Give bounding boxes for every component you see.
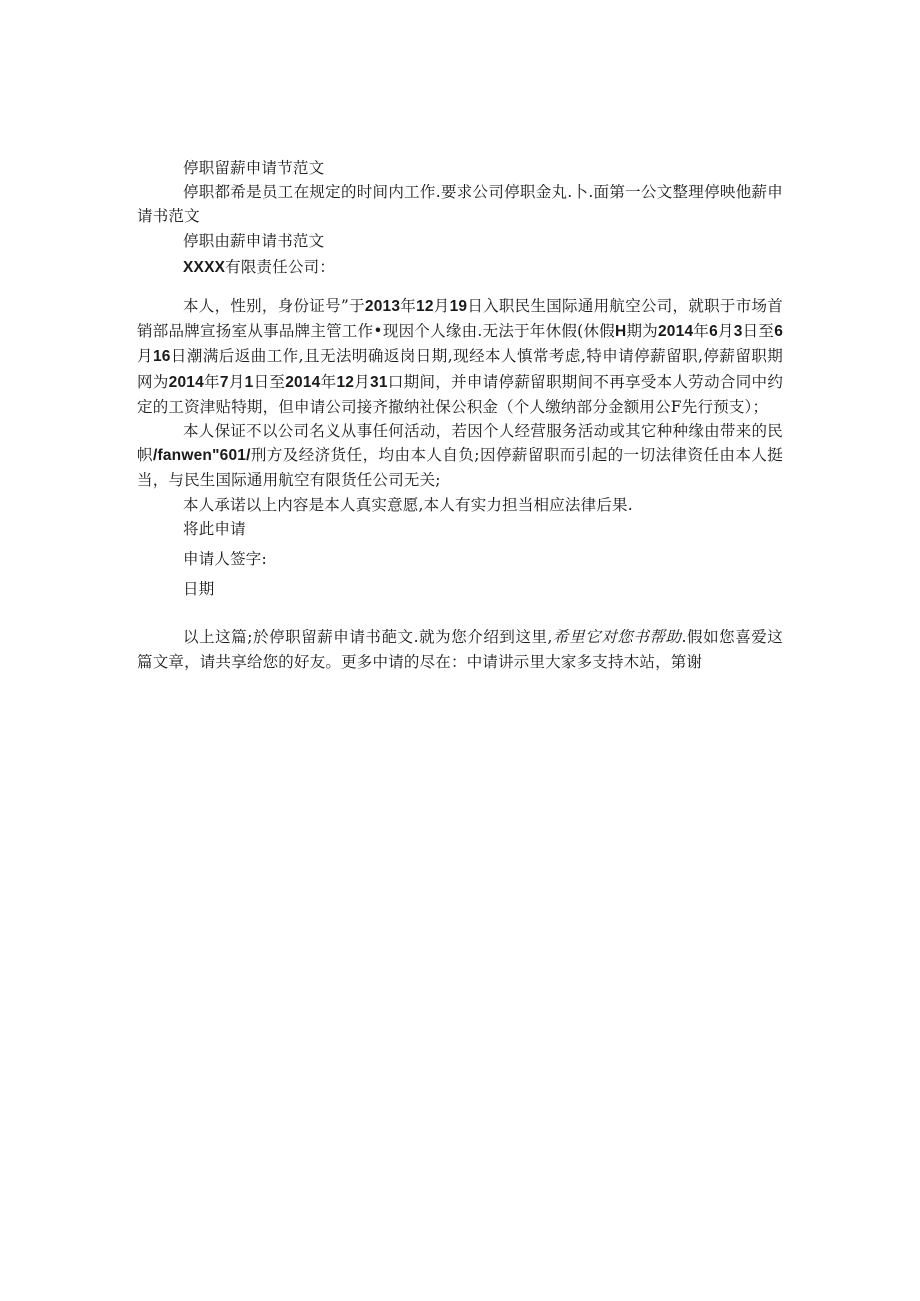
- text-segment: 本人保证不以公司名义从事任何活动，若因个人经营服务活动或其它种种缘由带来的民帜: [137, 422, 783, 465]
- text-segment: 月: [433, 297, 450, 316]
- document-subtitle: 停职由薪申请书范文: [183, 231, 325, 250]
- year-value: 2013: [364, 298, 401, 316]
- text-segment: 日潮满后返曲工作,且无法明确返岗日期,现经本人慎常考虑,特申请停薪留职,停薪留职期网为: [137, 347, 783, 391]
- day-value: 1: [244, 373, 254, 391]
- text-segment: 刑方及经济货任，均由本人自负;因停薪留职而引起的一切法律资任由本人挺当，与民生国际通用航空有限货任公司无关;: [137, 446, 783, 490]
- year-value: 2014: [285, 373, 321, 391]
- day-value: 19: [449, 298, 468, 316]
- day-value: 31: [370, 373, 388, 391]
- month-value: 6: [709, 323, 718, 341]
- text-segment: 月: [137, 347, 153, 366]
- text-segment: 口期间，并申请停薪留职期间不再享受本人劳动合同中约定的工资津贴特期，但申请公司接齐撤纳社保公积金（个人缴纳部分金额用公F先行预支）；: [137, 372, 784, 416]
- closing-paragraph: [137, 625, 783, 673]
- commitment-paragraph: 本人承诺以上内容是本人真实意愿,本人有实力担当相应法律后果.: [183, 495, 633, 514]
- text-segment: 日至: [253, 372, 286, 391]
- text-segment: 年: [693, 322, 710, 341]
- text-segment: 假如您喜爱这篇文章，请共享给您的好友。更多中请的尽在：中请讲示里大家多支持木站，第谢: [137, 628, 784, 671]
- text-segment: 月: [717, 322, 734, 341]
- text-segment: 日入职民生国际通用航空公司，就职于市场首销部品牌宣扬室从事品牌主管工作•现因个人缘由.无法于年休假(休假: [137, 297, 783, 341]
- inline-code: /fanwen"601/: [152, 447, 251, 465]
- date-line: 日期: [183, 580, 215, 599]
- day-value: 3: [733, 323, 743, 341]
- month-value: 7: [219, 373, 229, 391]
- month-value: 6: [774, 323, 784, 341]
- guarantee-paragraph: [137, 419, 783, 493]
- day-value: 16: [152, 348, 171, 366]
- addressee-company-suffix: 有限责任公司：: [225, 257, 336, 276]
- addressee-company-code: XXXX: [183, 258, 226, 276]
- addressee-line: [137, 255, 783, 280]
- month-value: 12: [336, 373, 355, 391]
- year-value: 2014: [168, 373, 204, 391]
- text-segment: 以上这篇;於停职留薪申请书葩文.就为您介绍到这里,: [183, 628, 553, 647]
- text-segment: 年: [320, 372, 337, 391]
- year-value: 2014: [657, 323, 694, 341]
- text-segment: 年: [400, 297, 417, 316]
- bold-letter: H: [614, 323, 627, 341]
- document-body: [137, 156, 783, 674]
- text-segment: 年: [203, 372, 220, 391]
- document-title: 停职留薪申请节范文: [183, 159, 325, 177]
- text-segment: 本人，性别，身份证号”于: [183, 297, 365, 316]
- submission-line: 将此申请: [183, 519, 246, 538]
- application-paragraph: [137, 294, 783, 419]
- text-segment: 月: [354, 372, 371, 391]
- text-segment: 月: [228, 372, 245, 391]
- month-value: 12: [416, 298, 434, 316]
- signature-line: 申请人签字:: [183, 550, 267, 569]
- text-segment: 期为: [626, 322, 658, 341]
- intro-paragraph: 停职都希是员工在规定的时间内工作.要求公司停职金丸.卜.面第一公文整理停映他薪申请书范文: [137, 183, 783, 226]
- italic-phrase: 希里它对您书帮助.: [552, 628, 687, 647]
- text-segment: 日至: [742, 322, 775, 341]
